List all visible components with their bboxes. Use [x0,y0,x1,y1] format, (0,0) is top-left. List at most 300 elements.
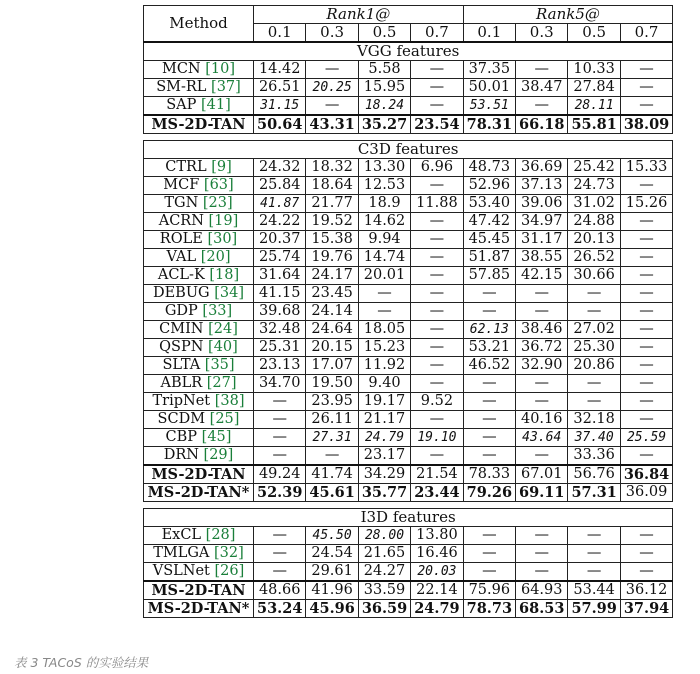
value-cell: — [620,527,672,545]
value-cell: 28.11 [568,97,620,116]
value-cell: 14.62 [358,213,410,231]
value-cell: 23.44 [411,484,463,502]
value-cell: — [620,249,672,267]
table-row [144,303,673,321]
value-cell: — [463,303,515,321]
citation-link[interactable]: [45] [201,429,232,445]
value-cell: — [411,357,463,375]
method-name: CMIN [159,321,204,337]
threshold-header: 0.1 [254,24,306,43]
value-cell: 33.36 [568,447,620,466]
results-table [143,5,673,618]
value-cell: 21.54 [411,465,463,484]
method-header: Method [144,6,254,43]
citation-link[interactable]: [32] [214,545,244,561]
value-cell: — [568,285,620,303]
method-cell [144,115,254,134]
value-cell: 23.17 [358,447,410,466]
value-cell: — [411,303,463,321]
value-cell: 9.40 [358,375,410,393]
table-row [144,447,673,466]
method-name: TripNet [152,393,211,409]
citation-link[interactable]: [33] [202,303,233,319]
value-cell: — [254,545,306,563]
value-cell: — [254,563,306,582]
value-cell: 28.00 [358,527,410,545]
citation-link[interactable]: [28] [205,527,236,543]
rank5-header-label: Rank5@ [536,5,600,23]
value-cell: 43.64 [516,429,568,447]
value-cell: 37.13 [516,177,568,195]
value-cell: 45.45 [463,231,515,249]
value-cell: 78.73 [463,600,515,618]
method-cell [144,61,254,79]
method-name: ExCL [161,527,202,543]
table-row [144,213,673,231]
method-name: CBP [165,429,198,445]
citation-link[interactable]: [38] [214,393,245,409]
value-cell: — [306,61,358,79]
value-cell: 19.17 [358,393,410,411]
value-cell: 45.50 [306,527,358,545]
value-cell: 41.15 [254,285,306,303]
value-cell: — [620,339,672,357]
value-cell: — [620,231,672,249]
value-cell: 36.72 [516,339,568,357]
value-cell: 53.44 [568,581,620,600]
method-cell [144,339,254,357]
citation-link[interactable]: [35] [204,357,235,373]
method-cell [144,563,254,582]
value-cell: 36.59 [358,600,410,618]
value-cell: 20.01 [358,267,410,285]
value-cell: 20.86 [568,357,620,375]
value-cell: — [568,393,620,411]
citation-link[interactable]: [29] [203,447,234,463]
value-cell: 15.95 [358,79,410,97]
value-cell: — [358,303,410,321]
method-name: SAP [166,97,197,113]
value-cell: — [620,375,672,393]
value-cell: — [516,303,568,321]
citation-link[interactable]: [37] [211,79,241,95]
method-name: QSPN [159,339,204,355]
value-cell: 11.88 [411,195,463,213]
table-row [144,339,673,357]
value-cell: 24.79 [358,429,410,447]
value-cell: 18.64 [306,177,358,195]
value-cell: 21.65 [358,545,410,563]
value-cell: 24.79 [411,600,463,618]
value-cell: — [620,97,672,116]
value-cell: 17.07 [306,357,358,375]
value-cell: 32.18 [568,411,620,429]
value-cell: 19.76 [306,249,358,267]
value-cell: 57.99 [568,600,620,618]
value-cell: 31.15 [254,97,306,116]
value-cell: 49.24 [254,465,306,484]
method-cell [144,231,254,249]
table-row [144,321,673,339]
value-cell: 9.94 [358,231,410,249]
method-name: MS-2D-TAN [151,466,246,483]
method-name: TGN [164,195,199,211]
value-cell: — [516,563,568,582]
method-cell [144,177,254,195]
value-cell: 24.88 [568,213,620,231]
table-row [144,600,673,618]
method-cell [144,357,254,375]
value-cell: — [358,285,410,303]
value-cell: — [620,411,672,429]
method-name: DRN [163,447,199,463]
value-cell: — [516,447,568,466]
value-cell: — [620,79,672,97]
value-cell: 30.66 [568,267,620,285]
value-cell: — [411,249,463,267]
value-cell: 48.66 [254,581,306,600]
value-cell: 19.10 [411,429,463,447]
value-cell: 62.13 [463,321,515,339]
value-cell: 32.90 [516,357,568,375]
value-cell: 53.21 [463,339,515,357]
method-cell [144,484,254,502]
value-cell: 45.96 [306,600,358,618]
value-cell: 68.53 [516,600,568,618]
value-cell: 12.53 [358,177,410,195]
value-cell: 9.52 [411,393,463,411]
value-cell: — [620,545,672,563]
method-cell [144,97,254,116]
value-cell: 53.51 [463,97,515,116]
value-cell: 31.17 [516,231,568,249]
method-cell [144,375,254,393]
value-cell: 46.52 [463,357,515,375]
rank5-header [463,6,673,24]
value-cell: 18.05 [358,321,410,339]
method-name: TMLGA [153,545,210,561]
value-cell: 20.03 [411,563,463,582]
value-cell: 78.33 [463,465,515,484]
value-cell: — [254,393,306,411]
method-name: ROLE [159,231,203,247]
value-cell: — [516,545,568,563]
value-cell: 15.23 [358,339,410,357]
value-cell: 25.42 [568,159,620,177]
value-cell: — [516,97,568,116]
value-cell: — [568,527,620,545]
value-cell: 26.51 [254,79,306,97]
table-row [144,249,673,267]
value-cell: — [306,97,358,116]
value-cell: — [463,285,515,303]
value-cell: — [411,339,463,357]
rank1-header [254,6,464,24]
value-cell: 39.06 [516,195,568,213]
value-cell: — [463,545,515,563]
value-cell: 33.59 [358,581,410,600]
value-cell: 39.68 [254,303,306,321]
value-cell: — [516,61,568,79]
value-cell: 45.61 [306,484,358,502]
value-cell: 55.81 [568,115,620,134]
method-cell [144,393,254,411]
threshold-header: 0.5 [568,24,620,43]
citation-link[interactable]: [19] [208,213,239,229]
citation-link[interactable]: [23] [202,195,233,211]
citation-link[interactable]: [41] [201,97,231,113]
method-cell [144,195,254,213]
value-cell: 18.32 [306,159,358,177]
value-cell: — [463,393,515,411]
value-cell: 51.87 [463,249,515,267]
value-cell: 20.25 [306,79,358,97]
table-row [144,177,673,195]
method-cell [144,213,254,231]
value-cell: 5.58 [358,61,410,79]
value-cell: 25.84 [254,177,306,195]
method-cell [144,429,254,447]
value-cell: — [516,285,568,303]
group-title: I3D features [144,509,673,527]
table-row [144,159,673,177]
citation-link[interactable]: [27] [206,375,237,391]
value-cell: 24.73 [568,177,620,195]
value-cell: — [411,61,463,79]
table-row [144,465,673,484]
table-row [144,195,673,213]
citation-link[interactable]: [40] [208,339,238,355]
value-cell: — [516,375,568,393]
value-cell: 15.26 [620,195,672,213]
method-cell [144,159,254,177]
value-cell: 24.14 [306,303,358,321]
method-name: MS-2D-TAN* [147,484,250,501]
value-cell: 25.31 [254,339,306,357]
value-cell: 6.96 [411,159,463,177]
value-cell: — [463,563,515,582]
value-cell: 34.29 [358,465,410,484]
citation-link[interactable]: [20] [200,249,231,265]
value-cell: — [620,285,672,303]
value-cell: — [620,177,672,195]
method-cell [144,447,254,466]
value-cell: — [620,563,672,582]
citation-link[interactable]: [63] [203,177,234,193]
citation-link[interactable]: [18] [209,267,240,283]
value-cell: 38.47 [516,79,568,97]
value-cell: — [463,429,515,447]
method-name: MS-2D-TAN* [147,600,250,617]
value-cell: — [620,447,672,466]
value-cell: — [568,563,620,582]
value-cell: 31.02 [568,195,620,213]
value-cell: 36.09 [620,484,672,502]
method-cell [144,303,254,321]
value-cell: 43.31 [306,115,358,134]
method-cell [144,465,254,484]
value-cell: — [568,303,620,321]
header-row-1 [144,6,673,24]
value-cell: — [411,447,463,466]
value-cell: 25.30 [568,339,620,357]
value-cell: — [463,447,515,466]
value-cell: 13.30 [358,159,410,177]
citation-link[interactable]: [9] [211,159,232,175]
value-cell: 56.76 [568,465,620,484]
value-cell: 10.33 [568,61,620,79]
table-caption: 表 3 TACoS 的实验结果 [14,655,149,670]
value-cell: — [254,527,306,545]
threshold-header: 0.3 [516,24,568,43]
value-cell: 23.13 [254,357,306,375]
value-cell: — [411,213,463,231]
value-cell: 38.55 [516,249,568,267]
value-cell: — [463,411,515,429]
value-cell: 36.84 [620,465,672,484]
value-cell: 66.18 [516,115,568,134]
value-cell: 79.26 [463,484,515,502]
method-cell [144,600,254,618]
value-cell: — [254,411,306,429]
value-cell: — [463,527,515,545]
value-cell: 36.12 [620,581,672,600]
value-cell: 31.64 [254,267,306,285]
method-name: ACL-K [157,267,205,283]
table-row [144,375,673,393]
value-cell: — [516,527,568,545]
value-cell: — [411,375,463,393]
value-cell: — [411,285,463,303]
value-cell: 13.80 [411,527,463,545]
table-row [144,581,673,600]
table-row [144,357,673,375]
threshold-header: 0.1 [463,24,515,43]
value-cell: 24.22 [254,213,306,231]
value-cell: 23.45 [306,285,358,303]
value-cell: 69.11 [516,484,568,502]
table-row [144,393,673,411]
method-cell [144,581,254,600]
threshold-header: 0.7 [411,24,463,43]
value-cell: 38.09 [620,115,672,134]
value-cell: — [620,61,672,79]
value-cell: 35.77 [358,484,410,502]
value-cell: 26.52 [568,249,620,267]
value-cell: 19.52 [306,213,358,231]
value-cell: — [568,545,620,563]
value-cell: 25.59 [620,429,672,447]
value-cell: 27.84 [568,79,620,97]
value-cell: 37.40 [568,429,620,447]
table-row [144,79,673,97]
threshold-header: 0.7 [620,24,672,43]
value-cell: 50.64 [254,115,306,134]
group-title: C3D features [144,141,673,159]
value-cell: 34.97 [516,213,568,231]
value-cell: 29.61 [306,563,358,582]
value-cell: 38.46 [516,321,568,339]
value-cell: — [411,321,463,339]
table-row [144,545,673,563]
value-cell: — [620,267,672,285]
citation-link[interactable]: [26] [214,563,245,579]
value-cell: 40.16 [516,411,568,429]
value-cell: 15.33 [620,159,672,177]
value-cell: — [411,231,463,249]
value-cell: 22.14 [411,581,463,600]
method-cell [144,545,254,563]
value-cell: 37.35 [463,61,515,79]
citation-link[interactable]: [30] [207,231,238,247]
value-cell: 21.77 [306,195,358,213]
table-row [144,411,673,429]
value-cell: 18.9 [358,195,410,213]
method-name: GDP [164,303,198,319]
method-name: MS-2D-TAN [151,582,246,599]
method-name: DEBUG [152,285,210,301]
value-cell: 27.02 [568,321,620,339]
method-name: ABLR [160,375,203,391]
value-cell: 53.24 [254,600,306,618]
method-name: MS-2D-TAN [151,116,246,133]
citation-link[interactable]: [10] [205,61,235,77]
value-cell: 21.17 [358,411,410,429]
method-cell [144,527,254,545]
table-row [144,61,673,79]
value-cell: 41.74 [306,465,358,484]
value-cell: 24.54 [306,545,358,563]
citation-link[interactable]: [25] [209,411,240,427]
value-cell: 57.31 [568,484,620,502]
value-cell: — [620,303,672,321]
citation-link[interactable]: [34] [214,285,245,301]
value-cell: 36.69 [516,159,568,177]
method-name: SM-RL [156,79,207,95]
method-name: ACRN [158,213,204,229]
value-cell: 24.64 [306,321,358,339]
value-cell: 35.27 [358,115,410,134]
method-name: MCF [163,177,200,193]
group-title: VGG features [144,42,673,61]
table-row [144,484,673,502]
value-cell: 41.96 [306,581,358,600]
value-cell: — [306,447,358,466]
table-row [144,563,673,582]
citation-link[interactable]: [24] [208,321,238,337]
value-cell: 52.96 [463,177,515,195]
value-cell: 41.87 [254,195,306,213]
table-row [144,231,673,249]
rank1-header-label: Rank1@ [326,5,391,23]
value-cell: 18.24 [358,97,410,116]
value-cell: 14.74 [358,249,410,267]
value-cell: 14.42 [254,61,306,79]
value-cell: — [411,177,463,195]
value-cell: 64.93 [516,581,568,600]
method-cell [144,411,254,429]
group-title-row [144,42,673,61]
table-row [144,429,673,447]
method-name: SCDM [157,411,206,427]
method-cell [144,321,254,339]
value-cell: — [568,375,620,393]
value-cell: — [411,97,463,116]
value-cell: 75.96 [463,581,515,600]
method-name: CTRL [165,159,207,175]
method-name: VSLNet [152,563,210,579]
value-cell: 27.31 [306,429,358,447]
